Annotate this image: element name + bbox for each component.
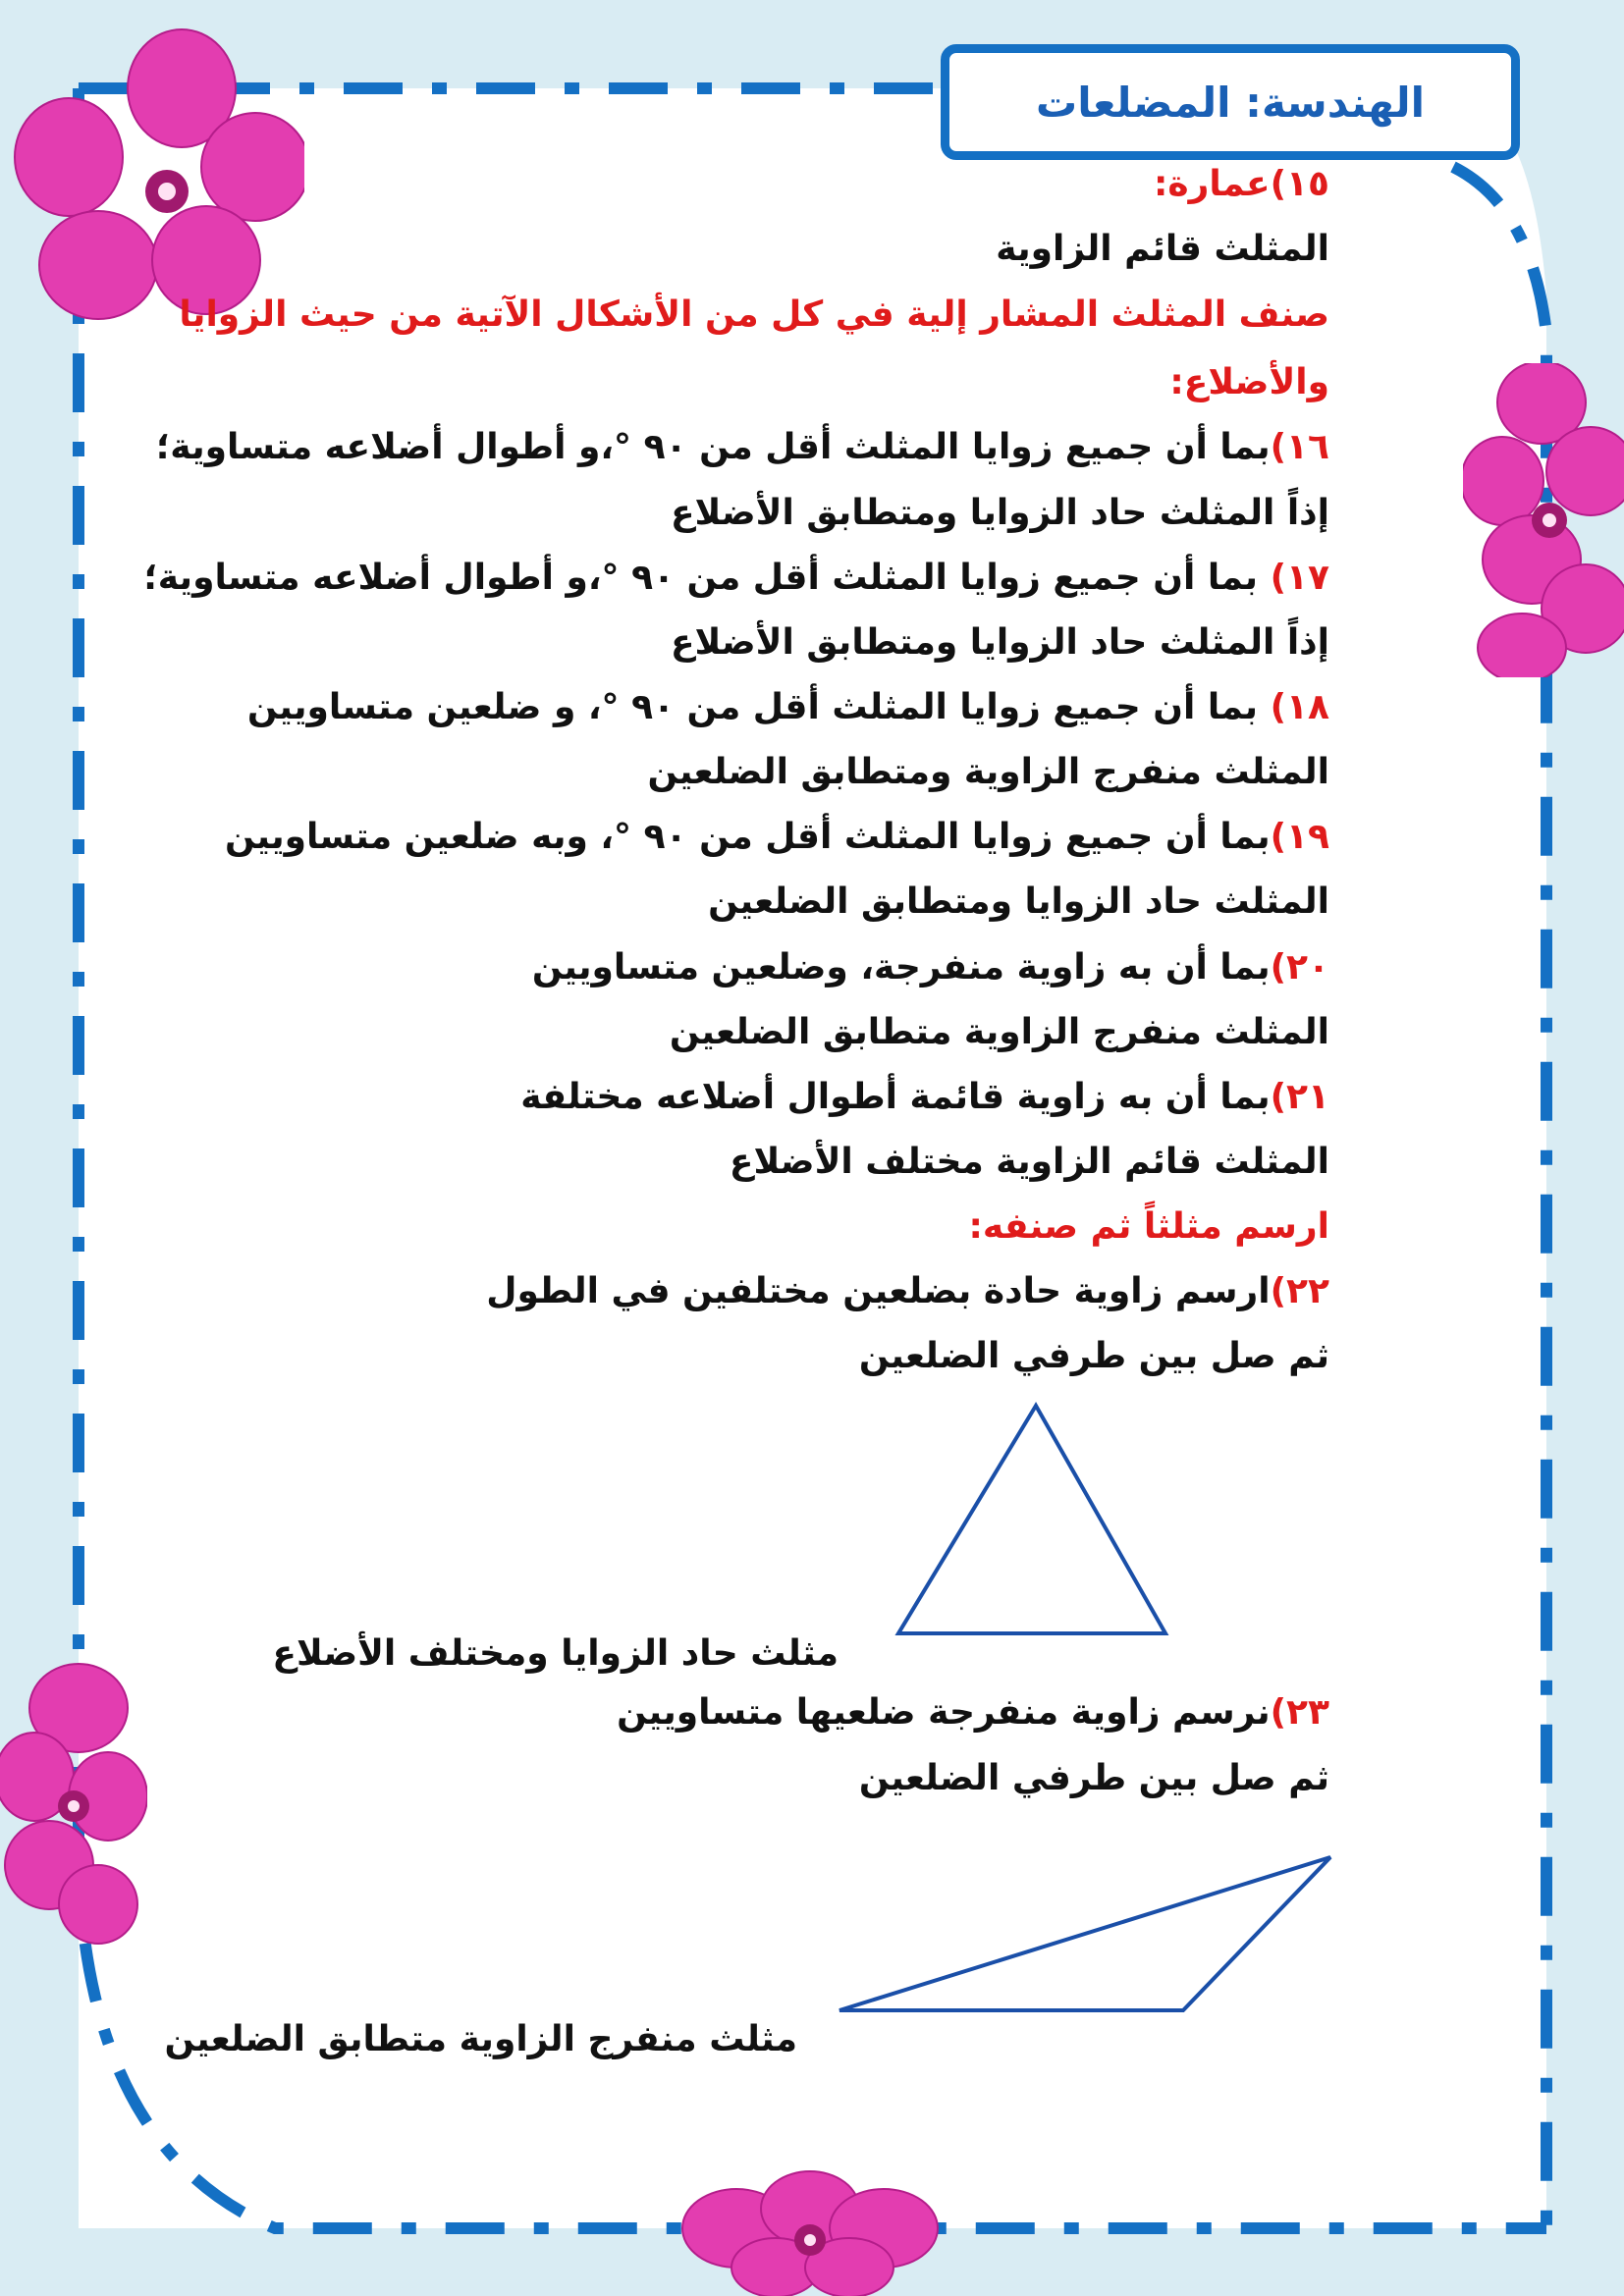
flower-icon <box>1463 363 1624 677</box>
answer-line: المثلث قائم الزاوية <box>996 229 1329 269</box>
instruction-line: ثم صل بين طرفي الضلعين <box>858 1758 1329 1798</box>
exercise-15 <box>1153 164 1329 204</box>
exercise-21 <box>520 1077 1329 1117</box>
item-text: عمارة: <box>1153 164 1271 204</box>
exercise-17 <box>143 558 1329 598</box>
exercise-19 <box>225 817 1329 857</box>
item-number: ١٩) <box>1270 817 1329 857</box>
triangle-label: مثلث منفرج الزاوية متطابق الضلعين <box>164 2019 797 2059</box>
item-text: بما أن جميع زوايا المثلث أقل من ٩٠ °،و أطوال أضلاعه متساوية؛ <box>143 558 1271 598</box>
obtuse-triangle-drawing <box>825 1845 1345 2022</box>
item-number: ٢٢) <box>1270 1271 1329 1311</box>
item-text: بما أن جميع زوايا المثلث أقل من ٩٠ °، وبه ضلعين متساويين <box>225 817 1271 857</box>
item-text: بما أن جميع زوايا المثلث أقل من ٩٠ °،و أطوال أضلاعه متساوية؛ <box>155 427 1271 467</box>
item-number: ٢٠) <box>1270 947 1329 988</box>
item-number: ١٦) <box>1270 427 1329 467</box>
acute-triangle-drawing <box>884 1394 1188 1649</box>
answer-line: إذاً المثلث حاد الزوايا ومتطابق الأضلاع <box>670 493 1329 533</box>
instruction-line: ثم صل بين طرفي الضلعين <box>858 1336 1329 1376</box>
item-text: بما أن جميع زوايا المثلث أقل من ٩٠ °، و ضلعين متساويين <box>246 687 1271 727</box>
item-number: ١٨) <box>1270 687 1329 727</box>
section-heading: ارسم مثلثاً ثم صنفه: <box>968 1206 1329 1247</box>
item-number: ٢٣) <box>1270 1692 1329 1733</box>
answer-line: المثلث منفرج الزاوية متطابق الضلعين <box>669 1012 1329 1052</box>
exercise-18 <box>246 687 1329 727</box>
exercise-20 <box>531 947 1329 988</box>
page-title: الهندسة: المضلعات <box>1035 78 1426 127</box>
instruction-line: صنف المثلث المشار إلية في كل من الأشكال الآتية من حيث الزوايا <box>179 294 1329 335</box>
title-box <box>941 44 1520 160</box>
instruction-line: والأضلاع: <box>1169 362 1329 402</box>
answer-line: إذاً المثلث حاد الزوايا ومتطابق الأضلاع <box>670 622 1329 663</box>
item-number: ١٥) <box>1270 164 1329 204</box>
exercise-16 <box>155 427 1329 467</box>
flower-icon <box>677 2169 943 2296</box>
item-number: ٢١) <box>1270 1077 1329 1117</box>
item-text: بما أن به زاوية قائمة أطوال أضلاعه مختلفة <box>520 1077 1271 1117</box>
answer-line: المثلث قائم الزاوية مختلف الأضلاع <box>729 1142 1329 1182</box>
answer-line: المثلث حاد الزوايا ومتطابق الضلعين <box>708 881 1329 922</box>
flower-icon <box>10 20 304 334</box>
exercise-22 <box>486 1271 1329 1311</box>
answer-line: المثلث منفرج الزاوية ومتطابق الضلعين <box>647 752 1329 792</box>
item-text: ارسم زاوية حادة بضلعين مختلفين في الطول <box>486 1271 1271 1311</box>
item-text: بما أن به زاوية منفرجة، وضلعين متساويين <box>531 947 1271 988</box>
triangle-label: مثلث حاد الزوايا ومختلف الأضلاع <box>272 1633 839 1674</box>
exercise-23 <box>617 1692 1329 1733</box>
item-number: ١٧) <box>1270 558 1329 598</box>
flower-icon <box>0 1659 147 1953</box>
item-text: نرسم زاوية منفرجة ضلعيها متساويين <box>617 1692 1271 1733</box>
